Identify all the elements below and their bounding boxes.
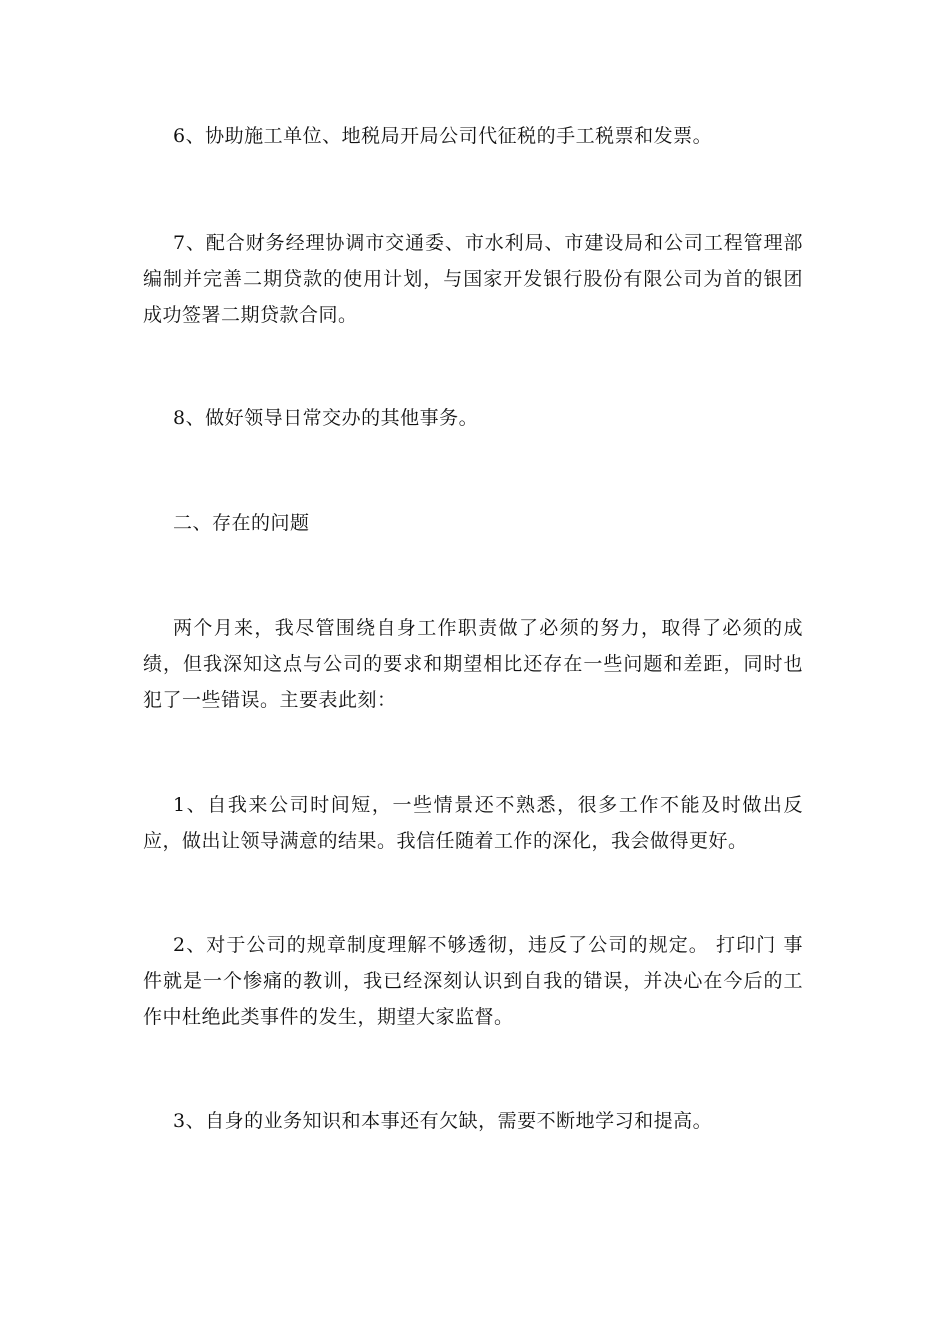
paragraph-summary: 两个月来，我尽管围绕自身工作职责做了必须的努力，取得了必须的成绩，但我深知这点与公司的要求和期望相比还存在一些问题和差距，同时也犯了一些错误。主要表此刻： xyxy=(143,617,803,711)
paragraph-item-8: 8、做好领导日常交办的其他事务。 xyxy=(173,407,479,429)
problem-item-3: 3、自身的业务知识和本事还有欠缺，需要不断地学习和提高。 xyxy=(173,1110,713,1132)
section-heading-problems: 二、存在的问题 xyxy=(173,512,310,534)
problem-item-1: 1、自我来公司时间短，一些情景还不熟悉，很多工作不能及时做出反应，做出让领导满意的结果。我信任随着工作的深化，我会做得更好。 xyxy=(143,794,803,852)
paragraph-item-6: 6、协助施工单位、地税局开局公司代征税的手工税票和发票。 xyxy=(173,125,713,147)
problem-item-2: 2、对于公司的规章制度理解不够透彻，违反了公司的规定。 打印门 事件就是一个惨痛的教训，我已经深刻认识到自我的错误，并决心在今后的工作中杜绝此类事件的发生，期望大家监督。 xyxy=(143,934,803,1028)
paragraph-item-7: 7、配合财务经理协调市交通委、市水利局、市建设局和公司工程管理部编制并完善二期贷款的使用计划，与国家开发银行股份有限公司为首的银团成功签署二期贷款合同。 xyxy=(143,232,803,326)
